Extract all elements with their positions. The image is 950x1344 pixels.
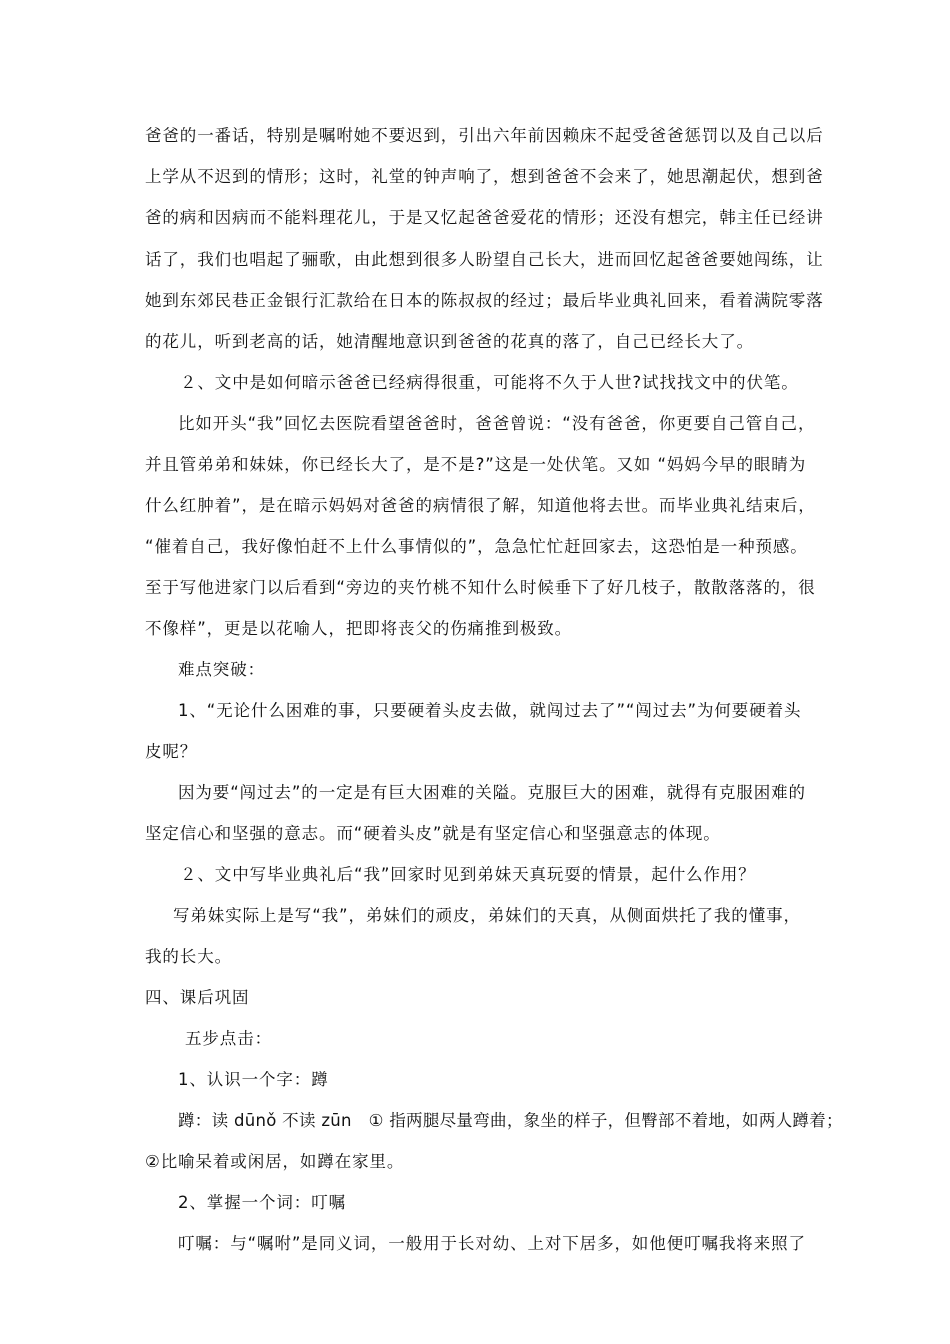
paragraph-line: 至于写他进家门以后看到“旁边的夹竹桃不知什么时候垂下了好几枝子，散散落落的，很 [145, 578, 816, 597]
paragraph-line: 爸的病和因病而不能料理花儿，于是又忆起爸爸爱花的情形；还没有想完，韩主任已经讲 [145, 208, 824, 227]
paragraph-line: 因为要“闯过去”的一定是有巨大困难的关隘。克服巨大的困难，就得有克服困难的 [178, 783, 806, 802]
paragraph-line: ②比喻呆着或闲居，如蹲在家里。 [145, 1152, 405, 1171]
paragraph-line: 我的长大。 [145, 947, 232, 966]
paragraph-line: 蹲：读 dūnǒ 不读 zūn ① 指两腿尽量弯曲，象坐的样子，但臀部不着地，如两人蹲着； [178, 1111, 843, 1130]
paragraph-line: 并且管弟弟和妹妹，你已经长大了，是不是?”这是一处伏笔。又如 “妈妈今早的眼睛为 [145, 455, 807, 474]
paragraph-line: 写弟妹实际上是写“我”，弟妹们的顽皮，弟妹们的天真，从侧面烘托了我的懂事， [173, 906, 801, 925]
section-heading: 难点突破： [178, 660, 265, 679]
paragraph-line: 不像样”，更是以花喻人，把即将丧父的伤痛推到极致。 [145, 619, 573, 638]
section-heading: 四、课后巩固 [145, 988, 250, 1007]
paragraph-line: 她到东郊民巷正金银行汇款给在日本的陈叔叔的经过；最后毕业典礼回来，看着满院零落 [145, 291, 824, 310]
paragraph-line: 叮嘱：与“嘱咐”是同义词，一般用于长对幼、上对下居多，如他便叮嘱我将来照了 [178, 1234, 806, 1253]
paragraph-line: 比如开头“我”回忆去医院看望爸爸时，爸爸曾说：“没有爸爸，你更要自己管自己， [178, 414, 816, 433]
question-heading: ２、文中是如何暗示爸爸已经病得很重，可能将不久于人世?试找找文中的伏笔。 [180, 373, 799, 392]
paragraph-line: 上学从不迟到的情形；这时，礼堂的钟声响了，想到爸爸不会来了，她思潮起伏，想到爸 [145, 167, 824, 186]
subsection-heading: 1、认识一个字：蹲 [178, 1070, 329, 1089]
subsection-heading: 2、掌握一个词：叮嘱 [178, 1193, 346, 1212]
subsection-heading: 五步点击： [185, 1029, 272, 1048]
paragraph-line: “催着自己，我好像怕赶不上什么事情似的”，急急忙忙赶回家去，这恐怕是一种预感。 [145, 537, 808, 556]
paragraph-line: 什么红肿着”，是在暗示妈妈对爸爸的病情很了解，知道他将去世。而毕业典礼结束后， [145, 496, 816, 515]
question-heading: ２、文中写毕业典礼后“我”回家时见到弟妹天真玩耍的情景，起什么作用？ [180, 865, 756, 884]
paragraph-line: 话了，我们也唱起了骊歌，由此想到很多人盼望自己长大，进而回忆起爸爸要她闯练，让 [145, 250, 824, 269]
paragraph-line: 坚定信心和坚强的意志。而“硬着头皮”就是有坚定信心和坚强意志的体现。 [145, 824, 721, 843]
paragraph-line: 爸爸的一番话，特别是嘱咐她不要迟到，引出六年前因赖床不起受爸爸惩罚以及自己以后 [145, 126, 824, 145]
paragraph-line: 皮呢？ [145, 742, 198, 761]
question-heading: 1、“无论什么困难的事，只要硬着头皮去做，就闯过去了”“闯过去”为何要硬着头 [178, 701, 802, 720]
paragraph-line: 的花儿，听到老高的话，她清醒地意识到爸爸的花真的落了，自己已经长大了。 [145, 332, 754, 351]
